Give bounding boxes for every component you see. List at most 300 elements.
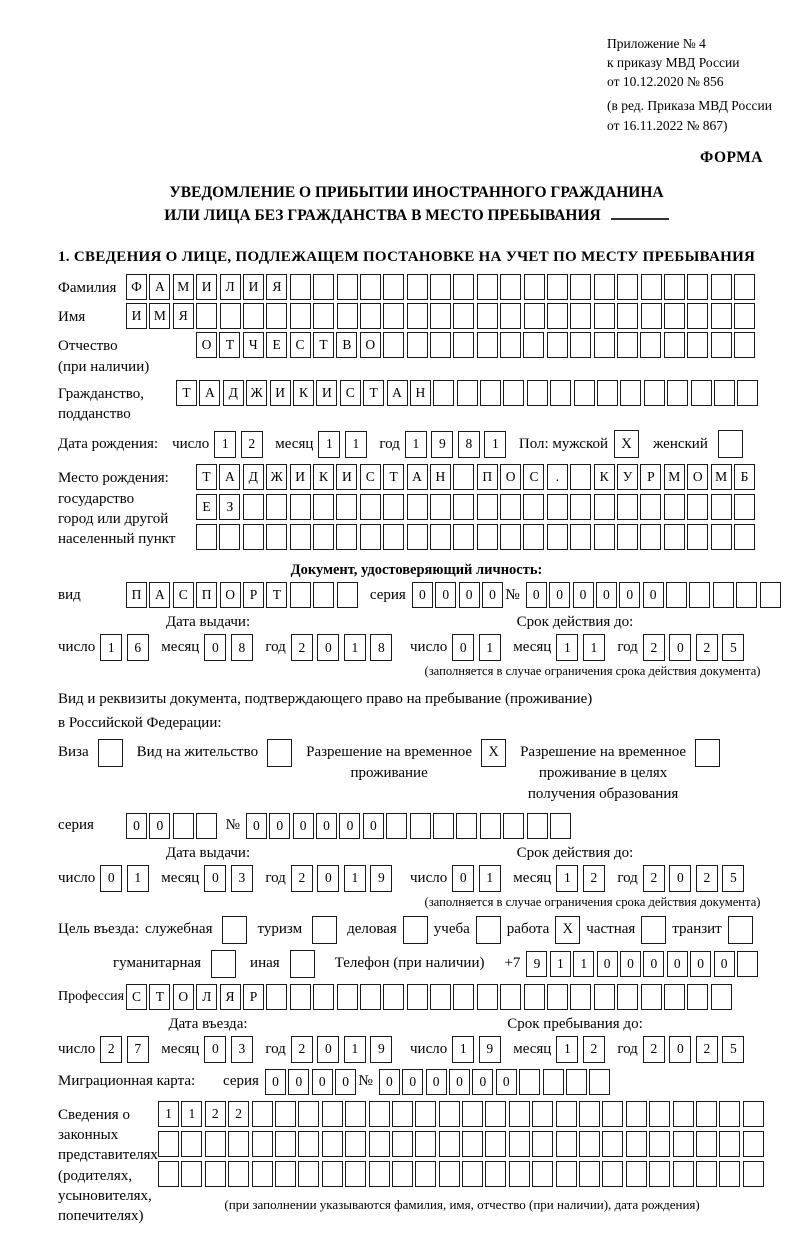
char-cell[interactable]: [430, 332, 451, 358]
char-cell[interactable]: Ж: [246, 380, 267, 406]
char-cell[interactable]: [696, 1161, 717, 1187]
char-cell[interactable]: [173, 813, 194, 839]
char-cell[interactable]: 2: [583, 1036, 605, 1063]
char-cell[interactable]: 1: [214, 431, 236, 458]
char-cell[interactable]: [664, 303, 685, 329]
char-cell[interactable]: [158, 1161, 179, 1187]
char-cell[interactable]: 0: [619, 582, 640, 608]
char-cell[interactable]: [407, 303, 428, 329]
permit-valid-year-cells[interactable]: [643, 865, 749, 892]
char-cell[interactable]: [477, 332, 498, 358]
char-cell[interactable]: [673, 1131, 694, 1157]
char-cell[interactable]: [594, 984, 615, 1010]
char-cell[interactable]: И: [196, 274, 217, 300]
char-cell[interactable]: [392, 1161, 413, 1187]
char-cell[interactable]: [556, 1131, 577, 1157]
char-cell[interactable]: 0: [312, 1069, 333, 1095]
char-cell[interactable]: 1: [318, 431, 340, 458]
citizenship-cells[interactable]: [176, 380, 761, 406]
char-cell[interactable]: 9: [526, 951, 547, 977]
char-cell[interactable]: Р: [640, 464, 661, 490]
char-cell[interactable]: [485, 1161, 506, 1187]
char-cell[interactable]: О: [220, 582, 241, 608]
char-cell[interactable]: [550, 813, 571, 839]
char-cell[interactable]: [570, 332, 591, 358]
char-cell[interactable]: 0: [669, 865, 691, 892]
char-cell[interactable]: К: [293, 380, 314, 406]
char-cell[interactable]: [266, 524, 287, 550]
char-cell[interactable]: Л: [196, 984, 217, 1010]
char-cell[interactable]: [696, 1131, 717, 1157]
char-cell[interactable]: [158, 1131, 179, 1157]
char-cell[interactable]: [430, 524, 451, 550]
char-cell[interactable]: Д: [223, 380, 244, 406]
purpose-official-checkbox[interactable]: [222, 916, 247, 944]
birth-year-cells[interactable]: [405, 431, 511, 458]
char-cell[interactable]: 2: [696, 634, 718, 661]
iddoc-number-cells[interactable]: [526, 582, 783, 608]
char-cell[interactable]: [313, 984, 334, 1010]
char-cell[interactable]: [383, 494, 404, 520]
char-cell[interactable]: 0: [126, 813, 147, 839]
char-cell[interactable]: И: [336, 464, 357, 490]
char-cell[interactable]: Т: [383, 464, 404, 490]
char-cell[interactable]: [641, 303, 662, 329]
birthplace-cells-row1[interactable]: [196, 464, 757, 490]
char-cell[interactable]: [509, 1161, 530, 1187]
char-cell[interactable]: 0: [265, 1069, 286, 1095]
char-cell[interactable]: П: [196, 582, 217, 608]
entry-month-cells[interactable]: [204, 1036, 257, 1063]
char-cell[interactable]: 0: [293, 813, 314, 839]
char-cell[interactable]: [196, 813, 217, 839]
char-cell[interactable]: 3: [231, 865, 253, 892]
char-cell[interactable]: [369, 1131, 390, 1157]
char-cell[interactable]: И: [126, 303, 147, 329]
sex-male-checkbox[interactable]: X: [614, 430, 639, 458]
char-cell[interactable]: 1: [158, 1101, 179, 1127]
char-cell[interactable]: [500, 494, 521, 520]
char-cell[interactable]: [243, 494, 264, 520]
char-cell[interactable]: [243, 524, 264, 550]
char-cell[interactable]: [313, 303, 334, 329]
char-cell[interactable]: [430, 984, 451, 1010]
char-cell[interactable]: 0: [269, 813, 290, 839]
char-cell[interactable]: [480, 380, 501, 406]
char-cell[interactable]: 0: [643, 582, 664, 608]
char-cell[interactable]: 0: [452, 634, 474, 661]
char-cell[interactable]: 2: [241, 431, 263, 458]
char-cell[interactable]: [322, 1131, 343, 1157]
char-cell[interactable]: [547, 524, 568, 550]
char-cell[interactable]: [550, 380, 571, 406]
char-cell[interactable]: [360, 303, 381, 329]
char-cell[interactable]: С: [360, 464, 381, 490]
char-cell[interactable]: 9: [431, 431, 453, 458]
char-cell[interactable]: Р: [243, 984, 264, 1010]
char-cell[interactable]: 0: [335, 1069, 356, 1095]
char-cell[interactable]: [298, 1131, 319, 1157]
entry-day-cells[interactable]: [100, 1036, 153, 1063]
char-cell[interactable]: З: [219, 494, 240, 520]
char-cell[interactable]: К: [313, 464, 334, 490]
char-cell[interactable]: 6: [127, 634, 149, 661]
char-cell[interactable]: [519, 1069, 540, 1095]
char-cell[interactable]: 1: [550, 951, 571, 977]
char-cell[interactable]: [532, 1131, 553, 1157]
char-cell[interactable]: [556, 1101, 577, 1127]
char-cell[interactable]: 1: [345, 431, 367, 458]
char-cell[interactable]: [383, 303, 404, 329]
char-cell[interactable]: [266, 984, 287, 1010]
char-cell[interactable]: [500, 524, 521, 550]
char-cell[interactable]: [337, 984, 358, 1010]
char-cell[interactable]: Т: [149, 984, 170, 1010]
char-cell[interactable]: [617, 303, 638, 329]
char-cell[interactable]: [407, 524, 428, 550]
char-cell[interactable]: 0: [667, 951, 688, 977]
char-cell[interactable]: [453, 332, 474, 358]
char-cell[interactable]: 1: [479, 634, 501, 661]
birth-month-cells[interactable]: [318, 431, 371, 458]
char-cell[interactable]: 0: [412, 582, 433, 608]
char-cell[interactable]: [523, 332, 544, 358]
char-cell[interactable]: Т: [176, 380, 197, 406]
char-cell[interactable]: [322, 1101, 343, 1127]
char-cell[interactable]: 0: [620, 951, 641, 977]
char-cell[interactable]: [570, 984, 591, 1010]
char-cell[interactable]: Ф: [126, 274, 147, 300]
char-cell[interactable]: [360, 274, 381, 300]
iddoc-issue-day-cells[interactable]: [100, 634, 153, 661]
char-cell[interactable]: [313, 274, 334, 300]
char-cell[interactable]: [196, 524, 217, 550]
char-cell[interactable]: [392, 1131, 413, 1157]
char-cell[interactable]: 2: [643, 634, 665, 661]
char-cell[interactable]: 0: [100, 865, 122, 892]
char-cell[interactable]: [737, 380, 758, 406]
birthplace-cells-row2[interactable]: [196, 494, 757, 520]
char-cell[interactable]: [711, 303, 732, 329]
char-cell[interactable]: [644, 380, 665, 406]
char-cell[interactable]: [383, 274, 404, 300]
char-cell[interactable]: Л: [220, 274, 241, 300]
char-cell[interactable]: [719, 1161, 740, 1187]
char-cell[interactable]: 1: [484, 431, 506, 458]
char-cell[interactable]: [453, 274, 474, 300]
char-cell[interactable]: А: [219, 464, 240, 490]
char-cell[interactable]: [617, 332, 638, 358]
char-cell[interactable]: [252, 1161, 273, 1187]
char-cell[interactable]: 0: [402, 1069, 423, 1095]
surname-cells[interactable]: [126, 274, 758, 300]
representatives-cells-row1[interactable]: [158, 1101, 766, 1127]
char-cell[interactable]: [714, 380, 735, 406]
char-cell[interactable]: 0: [669, 634, 691, 661]
char-cell[interactable]: 0: [669, 1036, 691, 1063]
permit-series-cells[interactable]: [126, 813, 220, 839]
entry-year-cells[interactable]: [291, 1036, 397, 1063]
char-cell[interactable]: [743, 1131, 764, 1157]
char-cell[interactable]: С: [126, 984, 147, 1010]
temp-permit-checkbox[interactable]: X: [481, 739, 506, 767]
char-cell[interactable]: 1: [573, 951, 594, 977]
iddoc-valid-day-cells[interactable]: [452, 634, 505, 661]
char-cell[interactable]: [687, 494, 708, 520]
char-cell[interactable]: Н: [430, 464, 451, 490]
char-cell[interactable]: [509, 1131, 530, 1157]
char-cell[interactable]: [360, 524, 381, 550]
char-cell[interactable]: [649, 1101, 670, 1127]
char-cell[interactable]: 0: [363, 813, 384, 839]
char-cell[interactable]: [711, 332, 732, 358]
char-cell[interactable]: [711, 984, 732, 1010]
residence-permit-checkbox[interactable]: [267, 739, 292, 767]
char-cell[interactable]: М: [173, 274, 194, 300]
char-cell[interactable]: [500, 332, 521, 358]
char-cell[interactable]: [453, 984, 474, 1010]
char-cell[interactable]: [252, 1101, 273, 1127]
visa-checkbox[interactable]: [98, 739, 123, 767]
char-cell[interactable]: [462, 1161, 483, 1187]
char-cell[interactable]: [664, 494, 685, 520]
char-cell[interactable]: [667, 380, 688, 406]
char-cell[interactable]: 2: [696, 865, 718, 892]
char-cell[interactable]: К: [594, 464, 615, 490]
char-cell[interactable]: Р: [243, 582, 264, 608]
purpose-other-checkbox[interactable]: [290, 950, 315, 978]
char-cell[interactable]: [734, 524, 755, 550]
char-cell[interactable]: [711, 494, 732, 520]
char-cell[interactable]: 1: [100, 634, 122, 661]
char-cell[interactable]: [602, 1101, 623, 1127]
char-cell[interactable]: Я: [220, 984, 241, 1010]
char-cell[interactable]: [298, 1101, 319, 1127]
char-cell[interactable]: [503, 813, 524, 839]
char-cell[interactable]: [252, 1131, 273, 1157]
char-cell[interactable]: 9: [370, 1036, 392, 1063]
char-cell[interactable]: [477, 303, 498, 329]
char-cell[interactable]: [477, 524, 498, 550]
char-cell[interactable]: [430, 274, 451, 300]
char-cell[interactable]: [503, 380, 524, 406]
char-cell[interactable]: [734, 274, 755, 300]
char-cell[interactable]: [181, 1161, 202, 1187]
mcard-number-cells[interactable]: [379, 1069, 613, 1095]
char-cell[interactable]: [641, 274, 662, 300]
char-cell[interactable]: [480, 813, 501, 839]
char-cell[interactable]: [649, 1161, 670, 1187]
char-cell[interactable]: 0: [643, 951, 664, 977]
char-cell[interactable]: [485, 1101, 506, 1127]
char-cell[interactable]: С: [523, 464, 544, 490]
char-cell[interactable]: [337, 274, 358, 300]
char-cell[interactable]: [570, 274, 591, 300]
char-cell[interactable]: И: [290, 464, 311, 490]
char-cell[interactable]: [594, 524, 615, 550]
stay-year-cells[interactable]: [643, 1036, 749, 1063]
char-cell[interactable]: [617, 274, 638, 300]
char-cell[interactable]: [620, 380, 641, 406]
char-cell[interactable]: [266, 494, 287, 520]
char-cell[interactable]: 0: [549, 582, 570, 608]
char-cell[interactable]: 0: [526, 582, 547, 608]
permit-issue-month-cells[interactable]: [204, 865, 257, 892]
char-cell[interactable]: 2: [100, 1036, 122, 1063]
char-cell[interactable]: [760, 582, 781, 608]
char-cell[interactable]: Я: [173, 303, 194, 329]
char-cell[interactable]: [196, 303, 217, 329]
char-cell[interactable]: 0: [204, 1036, 226, 1063]
iddoc-series-cells[interactable]: [412, 582, 506, 608]
char-cell[interactable]: [407, 494, 428, 520]
char-cell[interactable]: [594, 494, 615, 520]
char-cell[interactable]: [383, 524, 404, 550]
char-cell[interactable]: А: [149, 274, 170, 300]
char-cell[interactable]: [456, 813, 477, 839]
char-cell[interactable]: [477, 984, 498, 1010]
char-cell[interactable]: 1: [556, 865, 578, 892]
permit-valid-month-cells[interactable]: [556, 865, 609, 892]
char-cell[interactable]: [547, 303, 568, 329]
char-cell[interactable]: 0: [452, 865, 474, 892]
char-cell[interactable]: [594, 332, 615, 358]
purpose-study-checkbox[interactable]: [476, 916, 501, 944]
char-cell[interactable]: 0: [379, 1069, 400, 1095]
char-cell[interactable]: [734, 303, 755, 329]
char-cell[interactable]: 0: [449, 1069, 470, 1095]
char-cell[interactable]: 0: [426, 1069, 447, 1095]
char-cell[interactable]: 1: [583, 634, 605, 661]
char-cell[interactable]: [228, 1131, 249, 1157]
char-cell[interactable]: [524, 984, 545, 1010]
purpose-humanitarian-checkbox[interactable]: [211, 950, 236, 978]
char-cell[interactable]: [524, 274, 545, 300]
char-cell[interactable]: А: [149, 582, 170, 608]
char-cell[interactable]: 0: [435, 582, 456, 608]
char-cell[interactable]: [453, 494, 474, 520]
char-cell[interactable]: [322, 1161, 343, 1187]
char-cell[interactable]: 1: [181, 1101, 202, 1127]
permit-valid-day-cells[interactable]: [452, 865, 505, 892]
representatives-cells-row3[interactable]: [158, 1161, 766, 1187]
char-cell[interactable]: М: [711, 464, 732, 490]
char-cell[interactable]: [500, 274, 521, 300]
char-cell[interactable]: 1: [405, 431, 427, 458]
char-cell[interactable]: [453, 464, 474, 490]
char-cell[interactable]: [691, 380, 712, 406]
char-cell[interactable]: [290, 984, 311, 1010]
char-cell[interactable]: [594, 303, 615, 329]
char-cell[interactable]: 0: [690, 951, 711, 977]
char-cell[interactable]: 2: [643, 865, 665, 892]
stay-month-cells[interactable]: [556, 1036, 609, 1063]
char-cell[interactable]: [407, 984, 428, 1010]
char-cell[interactable]: 7: [127, 1036, 149, 1063]
char-cell[interactable]: Ж: [266, 464, 287, 490]
char-cell[interactable]: [594, 274, 615, 300]
char-cell[interactable]: [360, 984, 381, 1010]
char-cell[interactable]: 0: [246, 813, 267, 839]
char-cell[interactable]: [689, 582, 710, 608]
char-cell[interactable]: 0: [316, 813, 337, 839]
char-cell[interactable]: А: [199, 380, 220, 406]
char-cell[interactable]: 0: [496, 1069, 517, 1095]
char-cell[interactable]: [433, 380, 454, 406]
char-cell[interactable]: [360, 494, 381, 520]
char-cell[interactable]: [743, 1161, 764, 1187]
char-cell[interactable]: [664, 274, 685, 300]
char-cell[interactable]: 2: [643, 1036, 665, 1063]
char-cell[interactable]: 1: [479, 865, 501, 892]
char-cell[interactable]: С: [173, 582, 194, 608]
phone-cells[interactable]: [526, 951, 760, 977]
char-cell[interactable]: 0: [482, 582, 503, 608]
char-cell[interactable]: [570, 303, 591, 329]
char-cell[interactable]: [579, 1131, 600, 1157]
char-cell[interactable]: 5: [722, 865, 744, 892]
char-cell[interactable]: [407, 332, 428, 358]
char-cell[interactable]: [313, 494, 334, 520]
char-cell[interactable]: 1: [344, 1036, 366, 1063]
char-cell[interactable]: [617, 494, 638, 520]
char-cell[interactable]: [383, 332, 404, 358]
purpose-work-checkbox[interactable]: X: [555, 916, 580, 944]
char-cell[interactable]: [713, 582, 734, 608]
char-cell[interactable]: [369, 1101, 390, 1127]
char-cell[interactable]: [457, 380, 478, 406]
char-cell[interactable]: [439, 1101, 460, 1127]
char-cell[interactable]: [290, 582, 311, 608]
char-cell[interactable]: [298, 1161, 319, 1187]
char-cell[interactable]: 0: [288, 1069, 309, 1095]
char-cell[interactable]: [556, 1161, 577, 1187]
profession-cells[interactable]: [126, 984, 734, 1010]
char-cell[interactable]: [687, 274, 708, 300]
char-cell[interactable]: 0: [596, 582, 617, 608]
char-cell[interactable]: [415, 1101, 436, 1127]
char-cell[interactable]: [547, 332, 568, 358]
char-cell[interactable]: [579, 1161, 600, 1187]
char-cell[interactable]: [336, 494, 357, 520]
char-cell[interactable]: [290, 303, 311, 329]
char-cell[interactable]: [664, 984, 685, 1010]
birth-day-cells[interactable]: [214, 431, 267, 458]
char-cell[interactable]: 9: [370, 865, 392, 892]
char-cell[interactable]: [617, 984, 638, 1010]
char-cell[interactable]: [415, 1161, 436, 1187]
purpose-private-checkbox[interactable]: [641, 916, 666, 944]
char-cell[interactable]: [602, 1161, 623, 1187]
char-cell[interactable]: Ч: [243, 332, 264, 358]
char-cell[interactable]: О: [687, 464, 708, 490]
char-cell[interactable]: [687, 984, 708, 1010]
char-cell[interactable]: [290, 274, 311, 300]
char-cell[interactable]: [664, 332, 685, 358]
char-cell[interactable]: [641, 984, 662, 1010]
char-cell[interactable]: [640, 494, 661, 520]
char-cell[interactable]: [275, 1131, 296, 1157]
char-cell[interactable]: 0: [317, 1036, 339, 1063]
char-cell[interactable]: [687, 332, 708, 358]
char-cell[interactable]: [453, 303, 474, 329]
char-cell[interactable]: [386, 813, 407, 839]
char-cell[interactable]: 0: [339, 813, 360, 839]
char-cell[interactable]: .: [547, 464, 568, 490]
char-cell[interactable]: И: [316, 380, 337, 406]
char-cell[interactable]: [696, 1101, 717, 1127]
char-cell[interactable]: [243, 303, 264, 329]
